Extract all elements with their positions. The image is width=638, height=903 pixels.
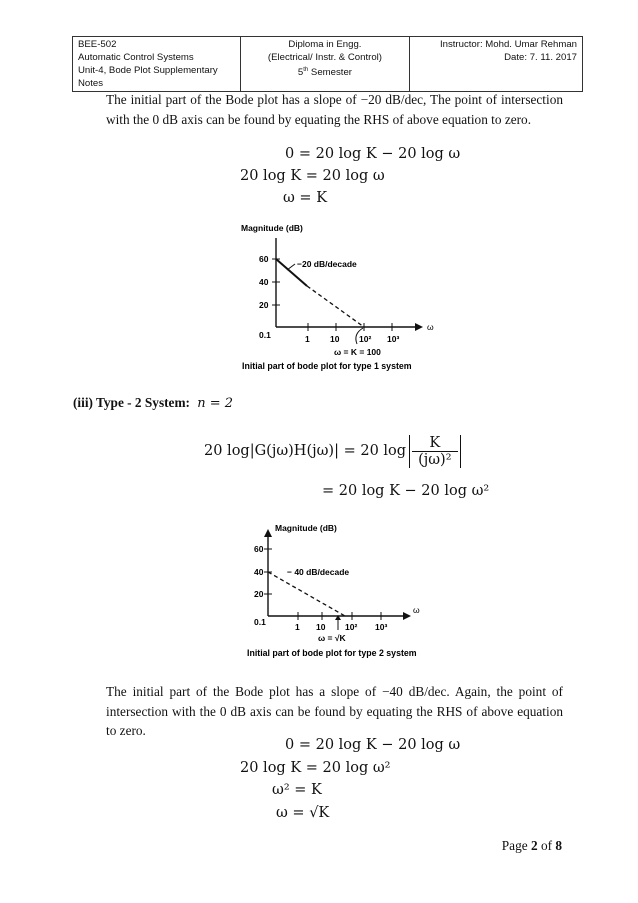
equation-2a bbox=[204, 428, 461, 474]
section-label: (iii) Type - 2 System: bbox=[73, 395, 190, 410]
paragraph-2: The initial part of the Bode plot has a slope of −40 dB/dec. Again, the point of intersection with the 0 dB axis can be found by equating the RHS of above equation to zero. bbox=[106, 684, 563, 738]
bode-plot-2 bbox=[235, 517, 440, 665]
fig2-ylabel: Magnitude (dB) bbox=[275, 523, 337, 533]
page-of: of bbox=[540, 838, 553, 853]
fig1-ylabel: Magnitude (dB) bbox=[241, 223, 303, 233]
fig2-ytick-01: 0.1 bbox=[254, 617, 266, 627]
fig1-ytick-60: 60 bbox=[259, 254, 269, 264]
page-header bbox=[72, 36, 583, 92]
fig2-dashed-segment bbox=[268, 572, 345, 616]
date: Date: 7. 11. 2017 bbox=[504, 52, 577, 63]
equation-3b: 20 log K = 20 log ω² bbox=[240, 760, 391, 776]
header-right bbox=[409, 37, 582, 92]
course-code: BEE-502 bbox=[78, 39, 117, 50]
fig1-xtick-100: 10² bbox=[359, 334, 372, 344]
fig2-slope-label: − 40 dB/decade bbox=[287, 567, 350, 577]
fig2-xarrow bbox=[403, 612, 411, 620]
paragraph-1: The initial part of the Bode plot has a slope of −20 dB/dec, The point of intersection with the 0 dB axis can be found by equating the RHS of above equation to zero. bbox=[106, 92, 563, 127]
fig2-ytick-40: 40 bbox=[254, 567, 264, 577]
bode-plot-1 bbox=[225, 220, 435, 375]
equation-2a-lhs: 20 log|G(jω)H(jω)| = 20 log bbox=[204, 443, 407, 459]
equation-3d: ω = √K bbox=[276, 805, 330, 821]
fig2-xtick-10: 10 bbox=[316, 622, 326, 632]
fig1-xarrow bbox=[415, 323, 423, 331]
equation-3a: 0 = 20 log K − 20 log ω bbox=[285, 737, 461, 753]
program: Diploma in Engg. bbox=[288, 39, 362, 50]
fig1-ytick-01: 0.1 bbox=[259, 330, 271, 340]
fig2-ytick-20: 20 bbox=[254, 589, 264, 599]
fig2-xtick-1: 1 bbox=[295, 622, 300, 632]
section-type2-heading bbox=[73, 395, 233, 411]
section-math: n = 2 bbox=[197, 396, 234, 411]
fig2-omega: ω bbox=[413, 605, 420, 615]
fig1-caption: Initial part of bode plot for type 1 system bbox=[242, 361, 412, 371]
fig1-xticks bbox=[305, 323, 399, 344]
semester: 5th Semester bbox=[297, 67, 352, 79]
unit-title: Unit-4, Bode Plot Supplementary Notes bbox=[78, 65, 218, 89]
bode-figure-type1 bbox=[225, 220, 435, 375]
equation-2a-abs bbox=[409, 435, 460, 468]
bode-figure-type2 bbox=[235, 517, 440, 665]
branch: (Electrical/ Instr. & Control) bbox=[267, 52, 382, 63]
fig2-xtick-100: 10² bbox=[345, 622, 358, 632]
fig2-xticks bbox=[295, 612, 387, 632]
equation-2a-fraction bbox=[412, 435, 457, 468]
instructor: Instructor: Mohd. Umar Rehman bbox=[439, 39, 577, 50]
equation-2a-num: K bbox=[412, 435, 457, 452]
fig1-omega: ω bbox=[427, 322, 434, 332]
fig2-caption: Initial part of bode plot for type 2 system bbox=[247, 648, 417, 658]
equation-1b: 20 log K = 20 log ω bbox=[240, 168, 385, 184]
fig2-yticks bbox=[254, 544, 272, 627]
page-total: 8 bbox=[555, 838, 562, 853]
fig1-ytick-20: 20 bbox=[259, 300, 269, 310]
equation-1a: 0 = 20 log K − 20 log ω bbox=[285, 146, 461, 162]
fig1-xtick-10: 10 bbox=[330, 334, 340, 344]
page-number bbox=[502, 838, 562, 854]
fig2-xtick-1000: 10³ bbox=[375, 622, 388, 632]
fig1-ytick-40: 40 bbox=[259, 277, 269, 287]
equation-2b: = 20 log K − 20 log ω² bbox=[322, 483, 490, 499]
fig1-slope-label: −20 dB/decade bbox=[297, 259, 357, 269]
header-center bbox=[241, 37, 409, 92]
fig1-dashed-segment bbox=[307, 286, 364, 327]
course-title: Automatic Control Systems bbox=[78, 52, 194, 63]
equation-1c: ω = K bbox=[283, 190, 328, 206]
fig2-crossing-label: ω = √K bbox=[318, 633, 346, 643]
page-label: Page bbox=[501, 838, 528, 853]
fig1-xtick-1: 1 bbox=[305, 334, 310, 344]
fig1-xtick-1000: 10³ bbox=[387, 334, 400, 344]
equation-3c: ω² = K bbox=[272, 782, 322, 798]
fig1-crossing-label: ω = K = 100 bbox=[334, 347, 381, 357]
fig2-ytick-60: 60 bbox=[254, 544, 264, 554]
page-current: 2 bbox=[530, 838, 538, 853]
fig1-slope-pointer bbox=[287, 264, 295, 270]
equation-2a-den: (jω)² bbox=[418, 451, 452, 468]
header-left bbox=[73, 37, 241, 92]
